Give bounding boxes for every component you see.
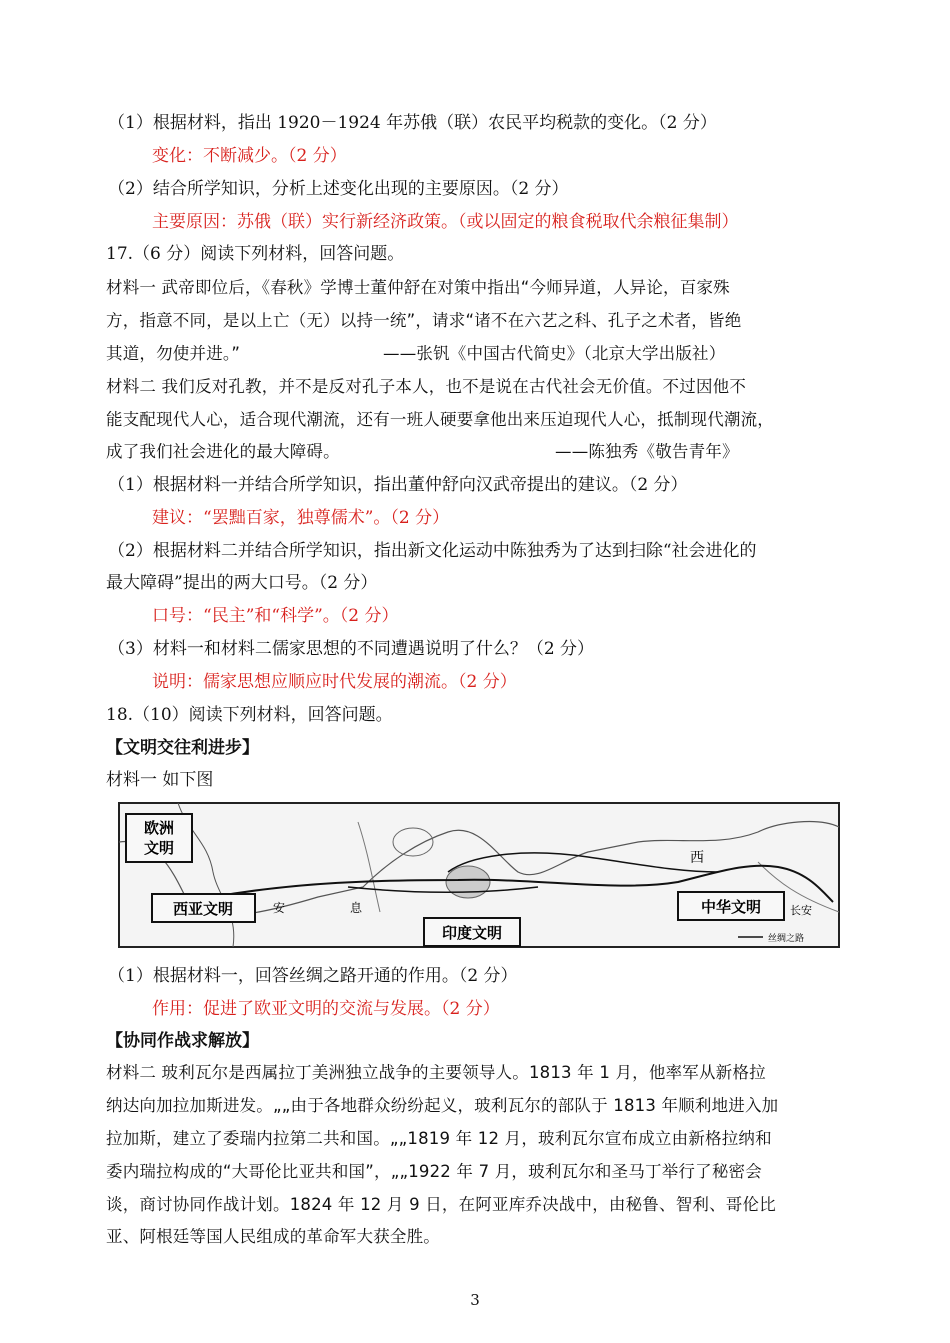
q17-material1-line3: 其道，勿使并进。” xyxy=(106,344,241,363)
q18-material2-line3: 拉加斯，建立了委瑞内拉第二共和国。„„1819 年 12 月，玻利瓦尔宣布成立由新格拉纳和 xyxy=(106,1129,772,1148)
q17-answer2: 口号：“民主”和“科学”。（2 分） xyxy=(152,606,399,626)
anxi-label-an: 安 xyxy=(273,901,286,915)
q17-sub2-line1: （2）根据材料二并结合所学知识，指出新文化运动中陈独秀为了达到扫除“社会进化的 xyxy=(108,541,757,561)
anxi-label-xi: 息 xyxy=(350,901,363,915)
q17-material2-source: ——陈独秀《敬告青年》 xyxy=(555,442,739,461)
q17-material1-line2: 方，指意不同，是以上亡（无）以持一统”，请求“诸不在六艺之科、孔子之术者，皆绝 xyxy=(106,311,742,330)
q18-material2-line6: 亚、阿根廷等国人民组成的革命军大获全胜。 xyxy=(106,1227,440,1246)
q16-answer2: 主要原因：苏俄（联）实行新经济政策。（或以固定的粮食税取代余粮征集制） xyxy=(152,212,739,232)
q17-material1-source: ——张钒《中国古代简史》（北京大学出版社） xyxy=(383,344,726,363)
q17-answer3: 说明：儒家思想应顺应时代发展的潮流。（2 分） xyxy=(152,672,517,692)
q17-sub1: （1）根据材料一并结合所学知识，指出董仲舒向汉武帝提出的建议。（2 分） xyxy=(108,475,688,495)
q17-material1-line1: 材料一 武帝即位后，《春秋》学博士董仲舒在对策中指出“今师异道，人异论，百家殊 xyxy=(106,278,730,297)
q17-material2-line2: 能支配现代人心，适合现代潮流，还有一班人硬要拿他出来压迫现代人心，抵制现代潮流， xyxy=(106,410,774,429)
changan-label: 长安 xyxy=(790,905,812,917)
q18-heading2: 【协同作战求解放】 xyxy=(106,1031,259,1051)
q18-answer1: 作用：促进了欧亚文明的交流与发展。（2 分） xyxy=(152,999,500,1019)
q17-material2-line3: 成了我们社会进化的最大障碍。 xyxy=(106,442,340,461)
q17-answer1: 建议：“罢黜百家，独尊儒术”。（2 分） xyxy=(152,508,450,528)
q17-title: 17.（6 分）阅读下列材料，回答问题。 xyxy=(106,244,405,264)
india-label: 印度文明 xyxy=(441,925,503,942)
q18-sub1: （1）根据材料一，回答丝绸之路开通的作用。（2 分） xyxy=(108,966,518,986)
q16-answer1: 变化：不断减少。（2 分） xyxy=(152,146,347,166)
q18-material2-line2: 纳达向加拉加斯进发。„„由于各地群众纷纷起义，玻利瓦尔的部队于 1813 年顺利地进入加 xyxy=(106,1096,779,1115)
q17-sub2-line2: 最大障碍”提出的两大口号。（2 分） xyxy=(106,573,378,593)
europe-label-2: 文明 xyxy=(143,840,175,857)
q18-material2-line5: 谈，商讨协同作战计划。1824 年 12 月 9 日，在阿亚库乔决战中，由秘鲁、智利、哥伦比 xyxy=(106,1195,776,1214)
q17-material2-line1: 材料二 我们反对孔教，并不是反对孔子本人，也不是说在古代社会无价值。不过因他不 xyxy=(106,377,747,396)
europe-label-1: 欧洲 xyxy=(143,820,175,837)
q18-heading1: 【文明交往利进步】 xyxy=(106,738,259,758)
china-label: 中华文明 xyxy=(700,899,762,916)
legend-label: 丝绸之路 xyxy=(768,933,805,943)
q18-material2-line1: 材料二 玻利瓦尔是西属拉丁美洲独立战争的主要领导人。1813 年 1 月，他率军从新格拉 xyxy=(106,1063,766,1082)
silk-road-map xyxy=(118,802,840,948)
q16-sub1: （1）根据材料，指出 1920－1924 年苏俄（联）农民平均税款的变化。（2 分） xyxy=(108,113,717,133)
map-mountain-zone xyxy=(446,866,490,898)
q18-material2-line4: 委内瑞拉构成的“大哥伦比亚共和国”，„„1922 年 7 月，玻利瓦尔和圣马丁举行了秘密会 xyxy=(106,1162,762,1181)
q16-sub2: （2）结合所学知识，分析上述变化出现的主要原因。（2 分） xyxy=(108,179,569,199)
xi-label: 西 xyxy=(690,849,704,865)
q18-title: 18.（10）阅读下列材料，回答问题。 xyxy=(106,705,393,725)
westasia-label: 西亚文明 xyxy=(172,901,234,918)
q17-sub3: （3）材料一和材料二儒家思想的不同遭遇说明了什么？（2 分） xyxy=(108,639,595,659)
page-number: 3 xyxy=(470,1291,480,1309)
q18-material1: 材料一 如下图 xyxy=(106,770,214,790)
